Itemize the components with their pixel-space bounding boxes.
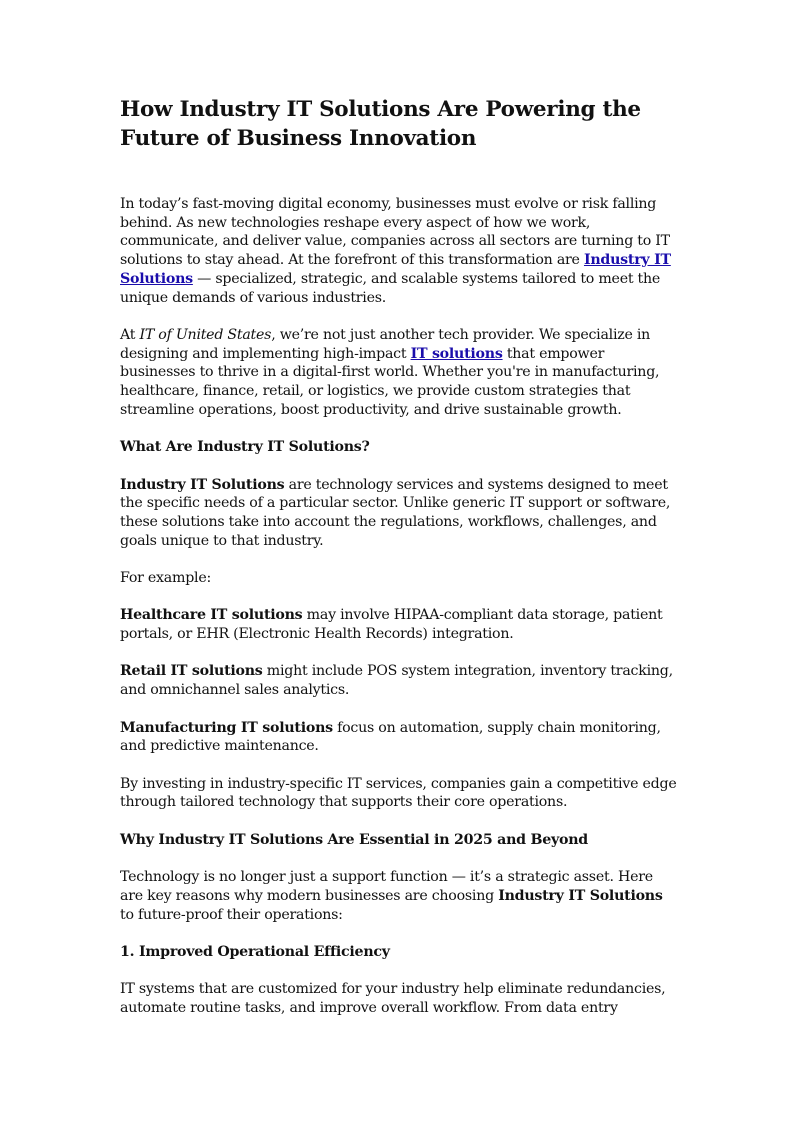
about-text: , we’re not just another tech provider. We specialize in designing and implementing high-impact — [120, 326, 651, 362]
example-term: Retail IT solutions — [120, 663, 263, 680]
spacer — [120, 307, 680, 326]
intro-paragraph — [120, 195, 680, 307]
spacer — [120, 644, 680, 663]
spacer — [120, 849, 680, 868]
spacer — [120, 457, 680, 476]
definition-term: Industry IT Solutions — [120, 476, 285, 493]
spacer — [120, 962, 680, 981]
investing-paragraph: By investing in industry-specific IT services, companies gain a competitive edge through tailored technology that supports their core operations. — [120, 775, 677, 811]
example-manufacturing — [120, 719, 680, 756]
industry-it-solutions-link[interactable]: Industry IT Solutions — [120, 252, 671, 287]
spacer — [120, 812, 680, 831]
spacer — [120, 153, 680, 195]
example-term: Manufacturing IT solutions — [120, 719, 333, 736]
for-example-text: For example: — [120, 570, 212, 586]
about-text-continued: that empower businesses to thrive in a digital-first world. Whether you're in manufacturing, healthcare, finance, retail, or logistics, we provide custom strategies that streamline operations, boost productivity, and drive sustainable growth. — [120, 345, 660, 418]
company-name: IT of United States — [139, 326, 272, 343]
why-intro-text-continued: to future-proof their operations: — [120, 906, 343, 923]
example-retail — [120, 662, 680, 699]
spacer — [120, 550, 680, 569]
subheading-operational-efficiency: 1. Improved Operational Efficiency — [120, 943, 390, 960]
definition-text: are technology services and systems designed to meet the specific needs of a particular sector. Unlike generic IT support or software, these solutions take into account the regulations, workflows, challenges, and goals unique to that industry. — [120, 476, 671, 549]
article — [120, 95, 680, 1018]
definition-paragraph — [120, 476, 680, 551]
about-paragraph — [120, 326, 680, 420]
spacer — [120, 756, 680, 775]
spacer — [120, 588, 680, 607]
page-title: How Industry IT Solutions Are Powering the Future of Business Innovation — [120, 97, 641, 151]
example-text: focus on automation, supply chain monitoring, and predictive maintenance. — [120, 719, 661, 755]
example-term: Healthcare IT solutions — [120, 607, 303, 624]
example-text: might include POS system integration, inventory tracking, and omnichannel sales analytics. — [120, 663, 673, 699]
why-intro-paragraph — [120, 868, 680, 924]
section-heading-what-are: What Are Industry IT Solutions? — [120, 439, 370, 456]
example-text: may involve HIPAA-compliant data storage, patient portals, or EHR (Electronic Health Records) integration. — [120, 607, 663, 643]
section-heading-why-essential: Why Industry IT Solutions Are Essential in 2025 and Beyond — [120, 831, 588, 848]
it-solutions-link[interactable]: IT solutions — [410, 345, 503, 362]
spacer — [120, 419, 680, 438]
spacer — [120, 700, 680, 719]
intro-text-continued: — specialized, strategic, and scalable systems tailored to meet the unique demands of various industries. — [120, 270, 661, 306]
why-intro-text: Technology is no longer just a support function — it’s a strategic asset. Here are key reasons why modern businesses are choosing — [120, 869, 653, 904]
spacer — [120, 924, 680, 943]
intro-text: In today’s fast-moving digital economy, businesses must evolve or risk falling behind. As new technologies reshape every aspect of how we work, communicate, and deliver value, companies across all sectors are turning to IT solutions to stay ahead. At the forefront of this transformation are — [120, 196, 670, 269]
about-prefix: At — [120, 326, 140, 343]
operational-efficiency-paragraph: IT systems that are customized for your industry help eliminate redundancies, automate routine tasks, and improve overall workflow. From data entry — [120, 981, 666, 1017]
example-healthcare — [120, 606, 680, 643]
why-intro-term: Industry IT Solutions — [498, 887, 663, 904]
